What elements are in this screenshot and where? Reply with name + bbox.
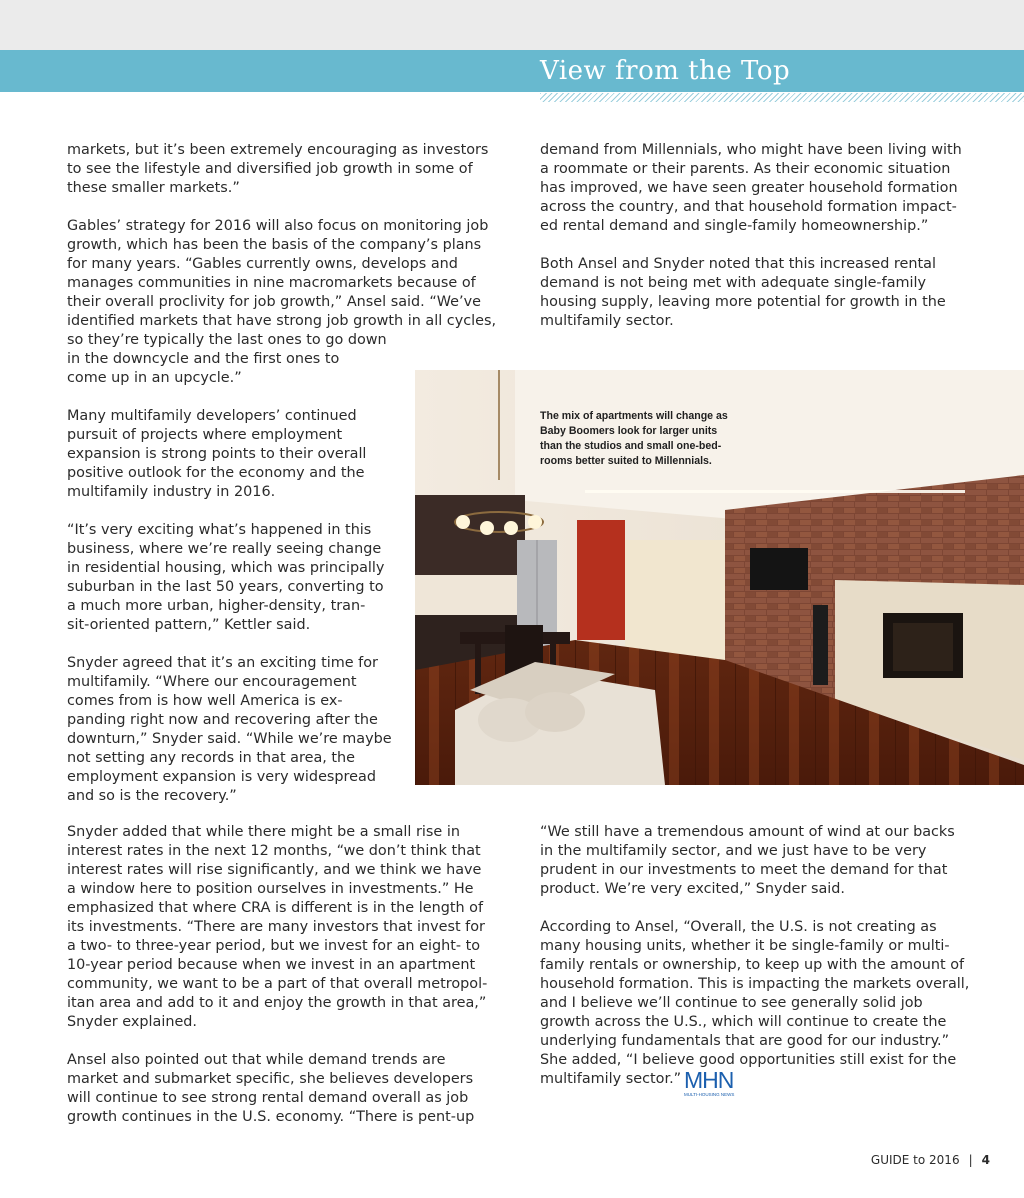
paragraph: Gables’ strategy for 2016 will also focus on monitoring job growth, which has been the basis of the company’s plans for many years. “Gables currently owns, develops and manages communities in nine macromarkets because of their overall proclivity for job growth,” Ansel said. “We’ve identified markets that have strong job growth in all cycles, so they’re typically the last ones to go down in the downcycle and the first ones to come up in an upcycle.” bbox=[67, 218, 497, 386]
page-number: 4 bbox=[981, 1153, 990, 1167]
footer-separator: | bbox=[968, 1153, 973, 1167]
mhn-logo-subtitle: MULTI-HOUSING NEWS bbox=[684, 1092, 735, 1097]
paragraph: markets, but it’s been extremely encouraging as investors to see the lifestyle and diversified job growth in some of these smaller markets.” bbox=[67, 142, 489, 196]
article-column-right-top bbox=[540, 141, 980, 331]
paragraph: Snyder added that while there might be a small rise in interest rates in the next 12 months, “we don’t think that interest rates will rise significantly, and we think we have a window here to position ourselves in investments.” He emphasized that where CRA is different is in the length of its investments. “There are many investors that invest for a two- to three-year period, but we invest for an eight- to 10-year period because when we invest in an apartment community, we want to be a part of that overall metropol- itan area and add to it and enjoy the growth in that area,” Snyder explained. bbox=[67, 824, 488, 1030]
mhn-logo bbox=[684, 1067, 736, 1098]
paragraph: demand from Millennials, who might have been living with a roommate or their parents. As their economic situation has improved, we have seen greater household formation across the country, and that household formation impact- ed rental demand and single-family homeownership.” bbox=[540, 142, 962, 234]
paragraph: Both Ansel and Snyder noted that this increased rental demand is not being met with adequate single-family housing supply, leaving more potential for growth in the multifamily sector. bbox=[540, 256, 946, 329]
section-header-bar bbox=[0, 50, 1024, 92]
article-column-left-bottom bbox=[67, 823, 507, 1127]
paragraph: “It’s very exciting what’s happened in this business, where we’re really seeing change in residential housing, which was principally suburban in the last 50 years, converting to a much more urban, higher-density, tran- sit-oriented pattern,” Kettler said. bbox=[67, 522, 385, 633]
top-margin-band bbox=[0, 0, 1024, 50]
article-column-right-bottom bbox=[540, 823, 980, 1093]
paragraph: According to Ansel, “Overall, the U.S. is not creating as many housing units, whether it be single-family or multi- family rentals or ownership, to keep up with the amount of household formation. This is impacting the markets overall, and I believe we’ll continue to see generally solid job growth across the U.S., which will continue to create the underlying fundamentals that are good for our industry.” She added, “I believe good opportunities still exist for the multifamily sector.” bbox=[540, 919, 970, 1087]
page-footer bbox=[871, 1153, 990, 1167]
section-title: View from the Top bbox=[540, 56, 791, 86]
paragraph: Snyder agreed that it’s an exciting time for multifamily. “Where our encouragement comes from is how well America is ex- panding right now and recovering after the downturn,” Snyder said. “While we’re maybe not setting any records in that area, the employment expansion is very widespread and so is the recovery.” bbox=[67, 655, 392, 804]
header-hatch-decoration bbox=[540, 93, 1024, 102]
paragraph: “We still have a tremendous amount of wind at our backs in the multifamily sector, and we just have to be very prudent in our investments to meet the demand for that product. We’re very excited,” Snyder said. bbox=[540, 824, 955, 897]
paragraph: Many multifamily developers’ continued pursuit of projects where employment expansion is strong points to their overall positive outlook for the economy and the multifamily industry in 2016. bbox=[67, 408, 367, 500]
publication-name: GUIDE to 2016 bbox=[870, 1153, 960, 1167]
mhn-logo-mark: MHN bbox=[684, 1067, 734, 1093]
paragraph: Ansel also pointed out that while demand trends are market and submarket specific, she believes developers will continue to see strong rental demand overall as job growth continues in the U.S. economy. “There is pent-up bbox=[67, 1052, 475, 1125]
photo-caption: The mix of apartments will change as Baby Boomers look for larger units than the studios and small one-bed- rooms better suited to Millennials. bbox=[540, 410, 728, 467]
